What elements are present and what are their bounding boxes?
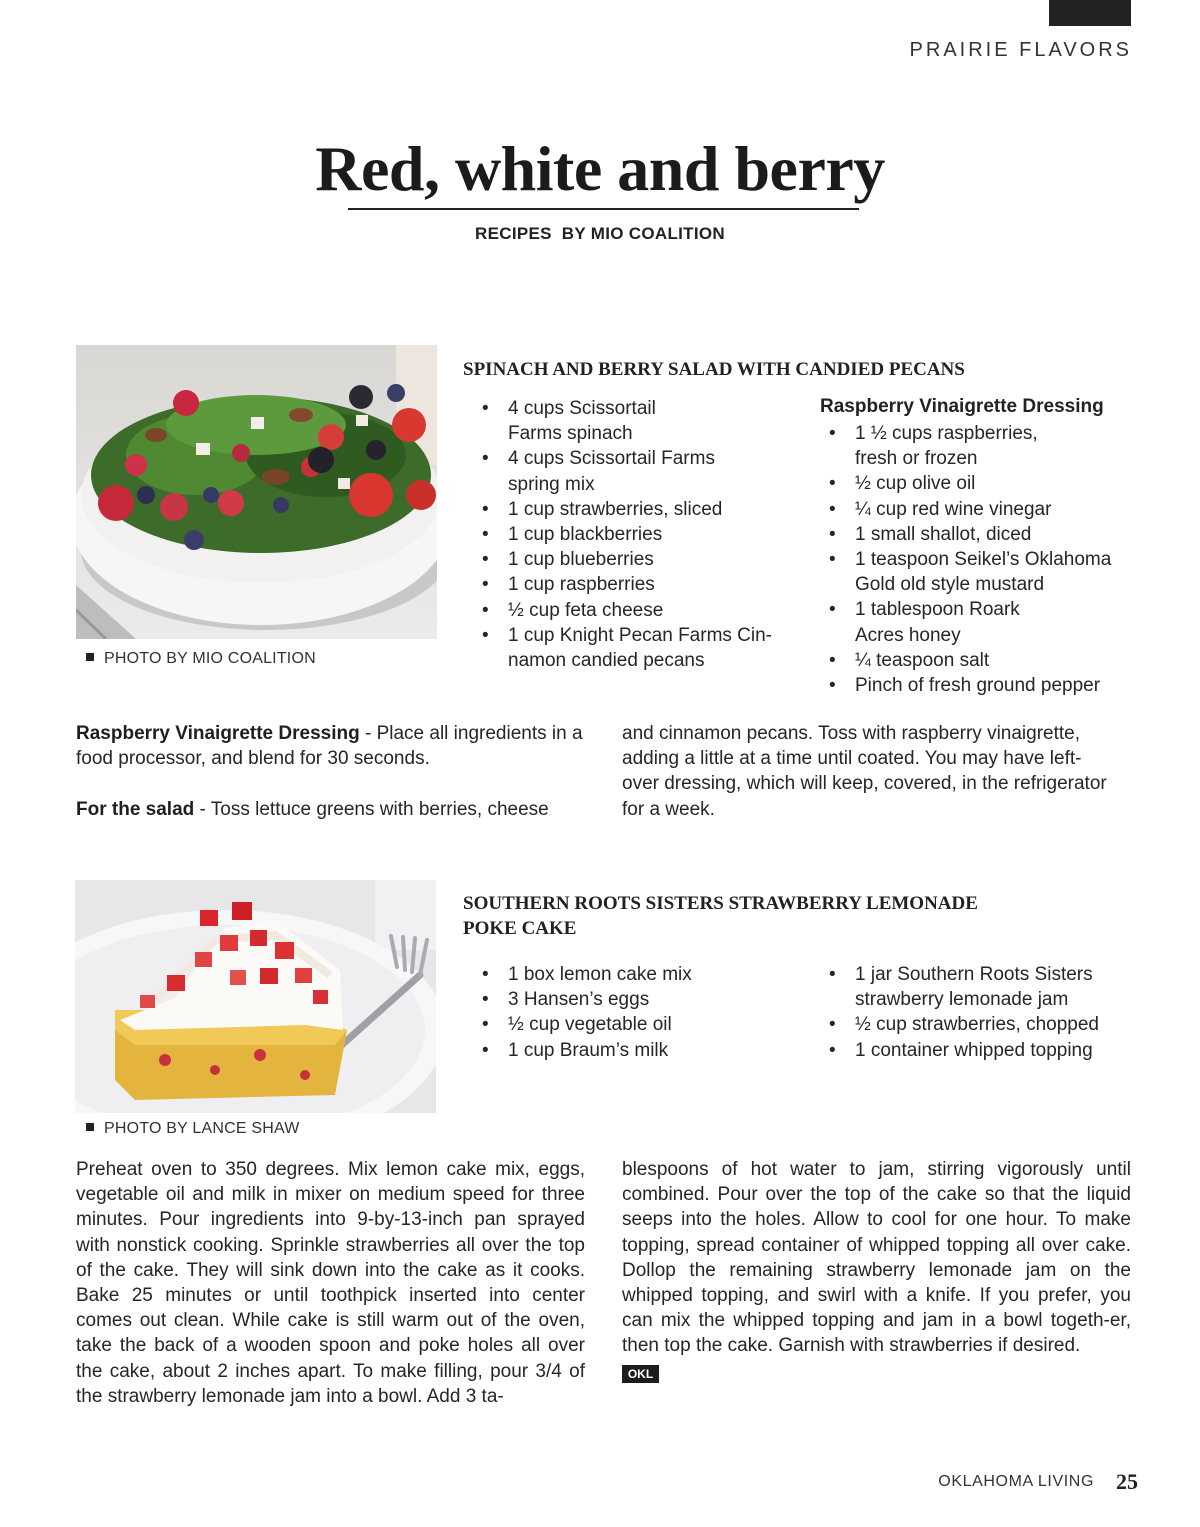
list-item: • 1 cup blueberries [482,547,792,572]
list-item: • 1 small shallot, diced [829,522,1129,547]
list-item: • ¼ cup red wine vinegar [829,497,1129,522]
directions-text: over dressing, which will keep, covered, in the refrigerator [622,773,1107,795]
photo-caption-salad [86,650,316,668]
recipe-title-line: POKE CAKE [463,918,577,939]
salad-directions-col2 [622,721,1142,822]
dressing-heading: Raspberry Vinaigrette Dressing [820,396,1104,417]
cake-directions-col2: blespoons of hot water to jam, stirring vigorously until combined. Pour over the top of the cake so that the liquid seeps into the holes. Allow to cool for one hour. To make topping, spread container of whipped topping all over cake. Dollop the remaining strawberry lemonade jam on the whipped topping, and swirl with a knife. If you prefer, you can mix the whipped topping and jam in a bowl togeth-er, then top the cake. Garnish with strawberries if desired. [622,1159,1131,1357]
page-number: 25 [1116,1469,1138,1494]
list-item: • ½ cup strawberries, chopped [829,1012,1129,1037]
caption-marker-icon [86,653,94,661]
list-item: • 1 jar Southern Roots Sisters strawberry lemonade jam [829,962,1129,1012]
directions-text: food processor, and blend for 30 seconds. [76,748,430,770]
directions-text: and cinnamon pecans. Toss with raspberry vinaigrette, [622,723,1081,744]
list-item: • 1 cup Knight Pecan Farms Cin- namon candied pecans [482,623,792,673]
cake-directions-col1: Preheat oven to 350 degrees. Mix lemon cake mix, eggs, vegetable oil and milk in mixer on medium speed for three minutes. Pour ingredients into 9-by-13-inch pan sprayed with nonstick cooking. Sprinkle strawberries all over the top of the cake. They will sink down into the cake as it cooks. Bake 25 minutes or until toothpick inserted into center comes out clean. While cake is still warm out of the oven, take the back of a wooden spoon and poke holes all over the cake, about 2 inches apart. To make filling, pour 3/4 of the strawberry lemonade jam into a bowl. Add 3 ta- [76,1159,585,1407]
list-item: • 1 box lemon cake mix [482,962,802,987]
end-mark-badge: OKL [622,1365,659,1383]
list-item: • 1 cup Braum’s milk [482,1038,802,1063]
list-item: • 3 Hansen’s eggs [482,987,802,1012]
article-title: Red, white and berry [315,133,885,204]
dressing-directions-label: Raspberry Vinaigrette Dressing [76,723,360,744]
cake-ingredient-list-col1 [482,962,802,1063]
caption-marker-icon [86,1123,94,1131]
article-byline: RECIPES BY MIO COALITION [475,224,725,243]
list-item: • 4 cups Scissortail Farms spinach [482,396,792,446]
list-item: • 1 cup raspberries [482,572,792,597]
photo-credit-text: PHOTO BY MIO COALITION [104,650,316,667]
recipe-title-line: SOUTHERN ROOTS SISTERS STRAWBERRY LEMONADE [463,893,978,914]
section-label: PRAIRIE FLAVORS [909,39,1132,61]
list-item: • Pinch of fresh ground pepper [829,673,1129,698]
directions-text: for a week. [622,798,715,820]
salad-directions-label: For the salad [76,798,195,820]
salad-ingredient-list [482,396,792,673]
list-item: • ¼ teaspoon salt [829,648,1129,673]
list-item: • 1 tablespoon Roark Acres honey [829,597,1129,647]
list-item: • 1 cup strawberries, sliced [482,497,792,522]
title-underline [348,208,859,210]
directions-text: - Toss lettuce greens with berries, cheese [194,798,549,820]
directions-text: adding a little at a time until coated. You may have left- [622,748,1082,770]
directions-text: - Place all ingredients in a [359,723,583,744]
header-tab-block [1049,0,1131,26]
list-item: • ½ cup feta cheese [482,598,792,623]
list-item: • 1 teaspoon Seikel’s Oklahoma Gold old style mustard [829,547,1129,597]
photo-caption-cake [86,1120,300,1138]
cake-photo [75,880,436,1113]
footer-magazine-name: OKLAHOMA LIVING [938,1473,1094,1490]
cake-ingredient-list-col2 [829,962,1129,1063]
list-item: • 1 ½ cups raspberries, fresh or frozen [829,421,1129,471]
list-item: • 1 container whipped topping [829,1038,1129,1063]
recipe-title-salad: SPINACH AND BERRY SALAD WITH CANDIED PECANS [463,359,965,380]
list-item: • ½ cup olive oil [829,471,1129,496]
salad-photo [76,345,437,639]
list-item: • 4 cups Scissortail Farms spring mix [482,446,792,496]
list-item: • 1 cup blackberries [482,522,792,547]
recipe-title-cake [463,891,1103,941]
list-item: • ½ cup vegetable oil [482,1012,802,1037]
salad-directions-col1 [76,721,596,822]
photo-credit-text: PHOTO BY LANCE SHAW [104,1120,300,1137]
dressing-ingredient-list [829,421,1129,698]
